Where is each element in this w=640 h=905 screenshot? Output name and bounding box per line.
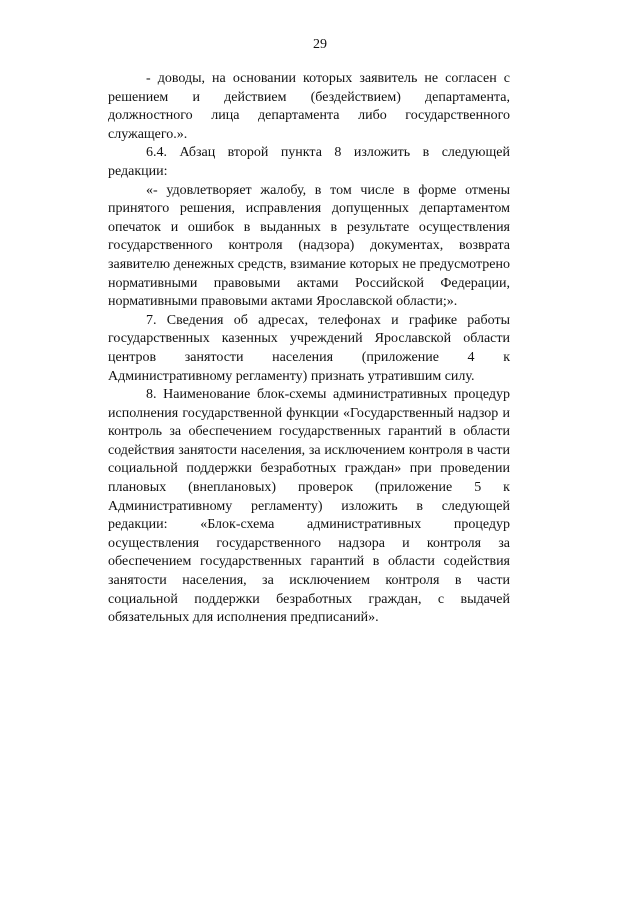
document-body (108, 70, 510, 628)
paragraph-complaint-satisfied: «- удовлетворяет жалобу, в том числе в форме отмены принятого решения, исправления допущенных департаментом опечаток и ошибок в выданных в результате осуществления государственного контроля (надзора) документах, возврата заявителю денежных средств, взимание которых не предусмотрено нормативными правовыми актами Российской Федерации, нормативными правовыми актами Ярославской области;». (108, 182, 510, 310)
paragraph-amendment-6-4: 6.4. Абзац второй пункта 8 изложить в следующей редакции: (108, 145, 510, 179)
paragraph-amendment-8: 8. Наименование блок-схемы административных процедур исполнения государственной функции «Государственный надзор и контроль за обеспечением государственных гарантий в области содействия занятости населения, за исключением контроля в части социальной поддержки безработных граждан» при проведении плановых (внеплановых) проверок (приложение 5 к Административному регламенту) изложить в следующей редакции: «Блок-схема административных процедур осуществления государственного надзора и контроля за обеспечением государственных гарантий в области содействия занятости населения, за исключением контроля в части социальной поддержки безработных граждан, с выдачей обязательных для исполнения предписаний». (108, 387, 510, 626)
paragraph-amendment-7: 7. Сведения об адресах, телефонах и графике работы государственных казенных учреждений Ярославской области центров занятости населения (приложение 4 к Административному регламенту) признать утратившим силу. (108, 312, 510, 384)
page-number: 29 (313, 37, 327, 52)
paragraph-complaint-arguments: - доводы, на основании которых заявитель не согласен с решением и действием (бездействием) департамента, должностного лица департамента либо государственного служащего.». (108, 71, 510, 142)
